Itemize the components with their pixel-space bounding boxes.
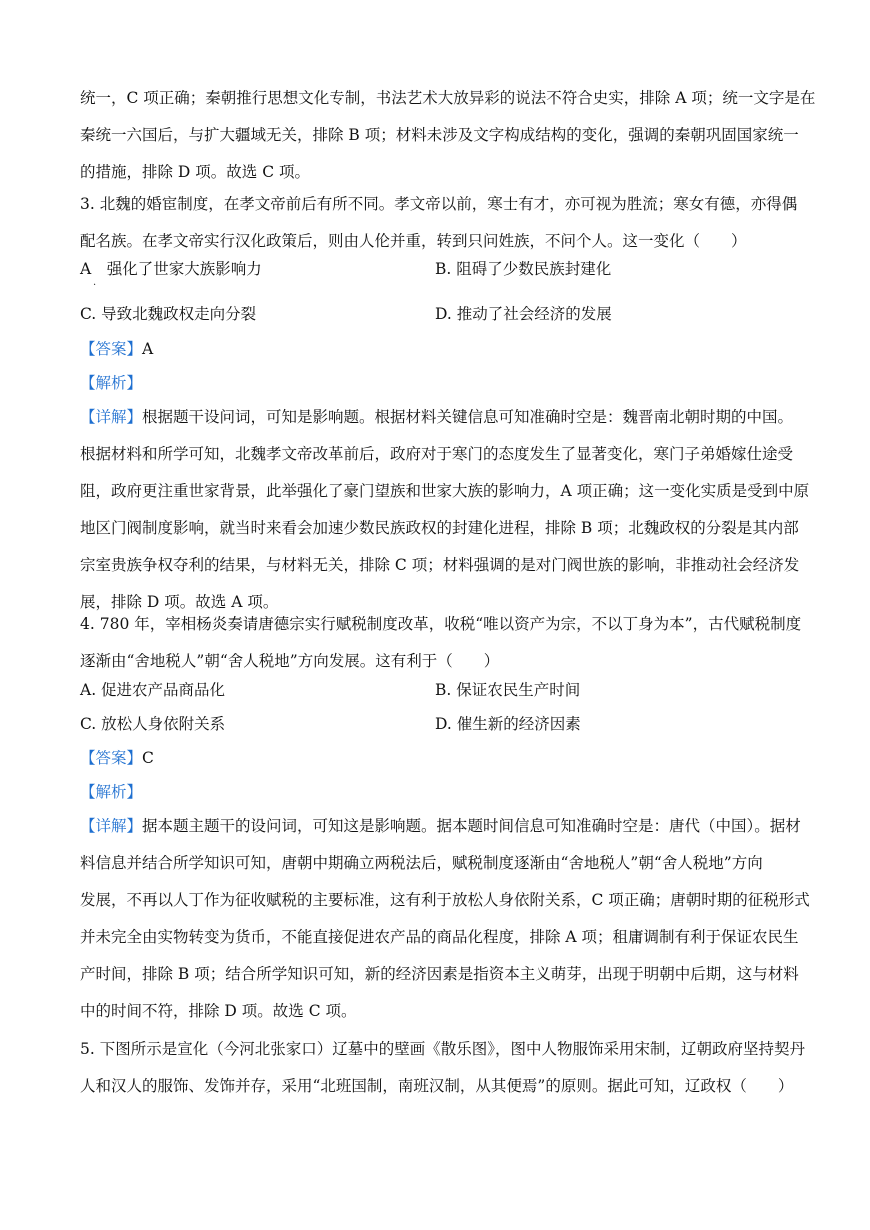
text-line: 发展，不再以人丁作为征收赋税的主要标准，这有利于放松人身依附关系，C 项正确；唐朝时期的征税形式 (80, 891, 810, 909)
answer-value: C (142, 749, 154, 767)
stray-dot-mark: · (93, 280, 97, 291)
question-5-stem (80, 1031, 805, 1105)
question-4-option-b: B. 保证农民生产时间 (435, 681, 581, 699)
text-line: 产时间，排除 B 项；结合所学知识可知，新的经济因素是指资本主义萌芽，出现于明朝中后期，这与材料 (80, 965, 799, 983)
detail-text: 根据题干设问词，可知是影响题。根据材料关键信息可知准确时空是：魏晋南北朝时期的中国。 (142, 408, 794, 426)
text-line: 统一，C 项正确；秦朝推行思想文化专制，书法艺术大放异彩的说法不符合史实，排除 A 项；统一文字是在 (80, 89, 816, 107)
text-line: 人和汉人的服饰、发饰并存，采用“北班国制，南班汉制，从其便焉”的原则。据此可知，辽政权（ ） (80, 1077, 794, 1095)
detail-tag: 【详解】 (80, 408, 143, 426)
question-3-analysis-tag (80, 372, 142, 394)
text-line (80, 399, 792, 436)
question-4-analysis-tag (80, 781, 142, 803)
detail-tag: 【详解】 (80, 817, 143, 835)
detail-text: 据本题主题干的设问词，可知这是影响题。据本题时间信息可知准确时空是：唐代（中国）。据材 (142, 817, 801, 835)
analysis-tag: 【解析】 (80, 783, 143, 801)
text-line: 5. 下图所示是宣化（今河北张家口）辽墓中的壁画《散乐图》，图中人物服饰采用宋制，辽朝政府坚持契丹 (80, 1040, 805, 1058)
text-line: 并未完全由实物转变为货币，不能直接促进农产品的商品化程度，排除 A 项；租庸调制有利于保证农民生 (80, 928, 799, 946)
text-line: 的措施，排除 D 项。故选 C 项。 (80, 163, 310, 181)
question-4-option-d: D. 催生新的经济因素 (435, 715, 581, 733)
previous-answer-continuation (80, 80, 816, 191)
question-3-option-a: A 强化了世家大族影响力 (80, 260, 262, 278)
text-line: 中的时间不符，排除 D 项。故选 C 项。 (80, 1002, 357, 1020)
question-4-answer (80, 747, 154, 769)
text-line (80, 808, 801, 845)
question-4-option-a: A. 促进农产品商品化 (80, 681, 226, 699)
answer-tag: 【答案】 (80, 340, 143, 358)
question-3-stem (80, 186, 798, 260)
answer-value: A (142, 340, 154, 358)
question-3-option-c: C. 导致北魏政权走向分裂 (80, 305, 257, 323)
text-line: 根据材料和所学可知，北魏孝文帝改革前后，政府对于寒门的态度发生了显著变化，寒门子弟婚嫁仕途受 (80, 445, 794, 463)
question-3-option-b: B. 阻碍了少数民族封建化 (435, 260, 612, 278)
text-line: 阻，政府更注重世家背景，此举强化了豪门望族和世家大族的影响力，A 项正确；这一变化实质是受到中原 (80, 482, 810, 500)
text-line: 展，排除 D 项。故选 A 项。 (80, 593, 279, 611)
analysis-tag: 【解析】 (80, 374, 143, 392)
question-3-detail (80, 399, 810, 621)
answer-tag: 【答案】 (80, 749, 143, 767)
question-4-option-c: C. 放松人身依附关系 (80, 715, 226, 733)
question-3-option-d: D. 推动了社会经济的发展 (435, 305, 612, 323)
text-line: 宗室贵族争权夺利的结果，与材料无关，排除 C 项；材料强调的是对门阀世族的影响，非推动社会经济发 (80, 556, 800, 574)
text-line: 逐渐由“舍地税人”朝“舍人税地”方向发展。这有利于（ ） (80, 652, 500, 670)
text-line: 4. 780 年，宰相杨炎奏请唐德宗实行赋税制度改革，收税“唯以资产为宗，不以丁身为本”，古代赋税制度 (80, 615, 802, 633)
question-4-detail (80, 808, 810, 1030)
text-line: 料信息并结合所学知识可知，唐朝中期确立两税法后，赋税制度逐渐由“舍地税人”朝“舍人税地”方向 (80, 854, 763, 872)
text-line: 配名族。在孝文帝实行汉化政策后，则由人伦并重，转到只问姓族，不问个人。这一变化（ ） (80, 232, 747, 250)
text-line: 3. 北魏的婚宦制度，在孝文帝前后有所不同。孝文帝以前，寒士有才，亦可视为胜流；寒女有德，亦得偶 (80, 195, 798, 213)
question-4-stem (80, 606, 802, 680)
question-3-answer (80, 338, 153, 360)
text-line: 地区门阀制度影响，就当时来看会加速少数民族政权的封建化进程，排除 B 项；北魏政权的分裂是其内部 (80, 519, 799, 537)
text-line: 秦统一六国后，与扩大疆域无关，排除 B 项；材料未涉及文字构成结构的变化，强调的秦朝巩固国家统一 (80, 126, 799, 144)
